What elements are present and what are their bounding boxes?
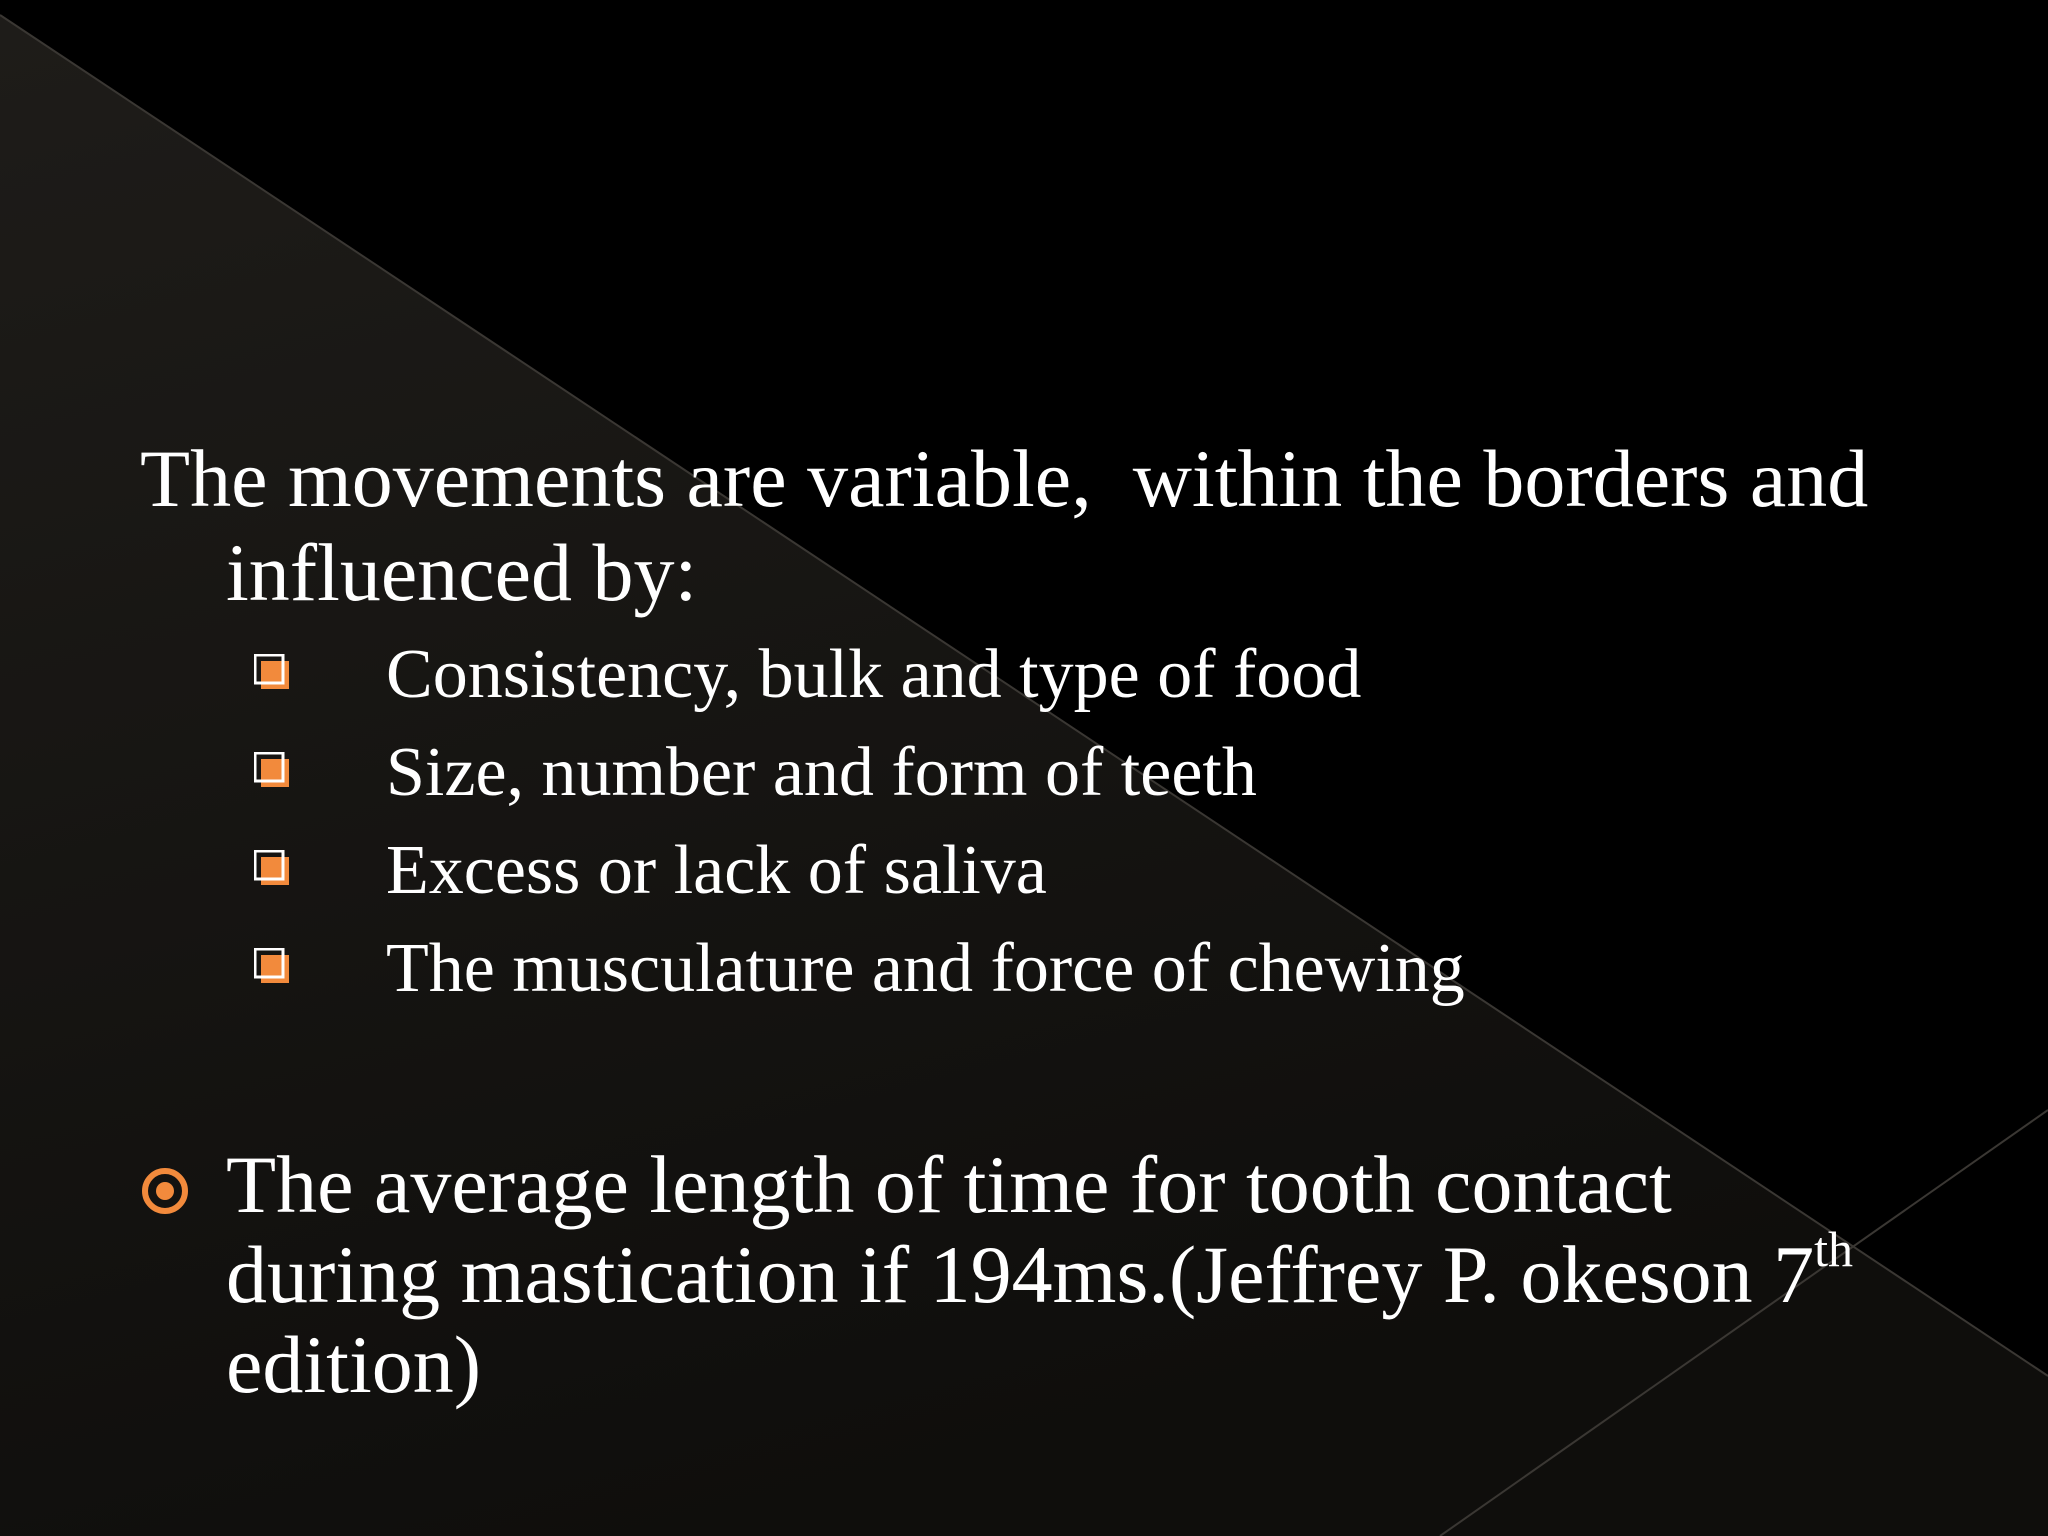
contact-time-line-1: The average length of time for tooth contact	[226, 1139, 1672, 1230]
contact-time-line-2	[226, 1220, 2016, 1320]
list-item-text: Consistency, bulk and type of food	[386, 636, 1362, 713]
target-circle-icon	[140, 1166, 190, 1216]
contact-time-line-3: edition)	[226, 1319, 482, 1410]
list-item-text: Excess or lack of saliva	[386, 832, 1047, 909]
list-item-text: Size, number and form of teeth	[386, 734, 1257, 811]
hollow-square-icon	[254, 654, 290, 690]
list-item-text: The musculature and force of chewing	[386, 930, 1465, 1007]
contact-time-text	[226, 1140, 2016, 1410]
hollow-square-icon	[254, 752, 290, 788]
intro-paragraph	[140, 432, 2046, 620]
hollow-square-icon	[254, 948, 290, 984]
contact-time-line-2-main: during mastication if 194ms.(Jeffrey P. okeson 7	[226, 1229, 1815, 1320]
edition-superscript: th	[1814, 1220, 1854, 1277]
intro-line-2: and influenced by:	[226, 433, 1889, 618]
hollow-square-icon	[254, 850, 290, 886]
intro-line-1: The movements are variable, within the borders	[140, 433, 1730, 524]
